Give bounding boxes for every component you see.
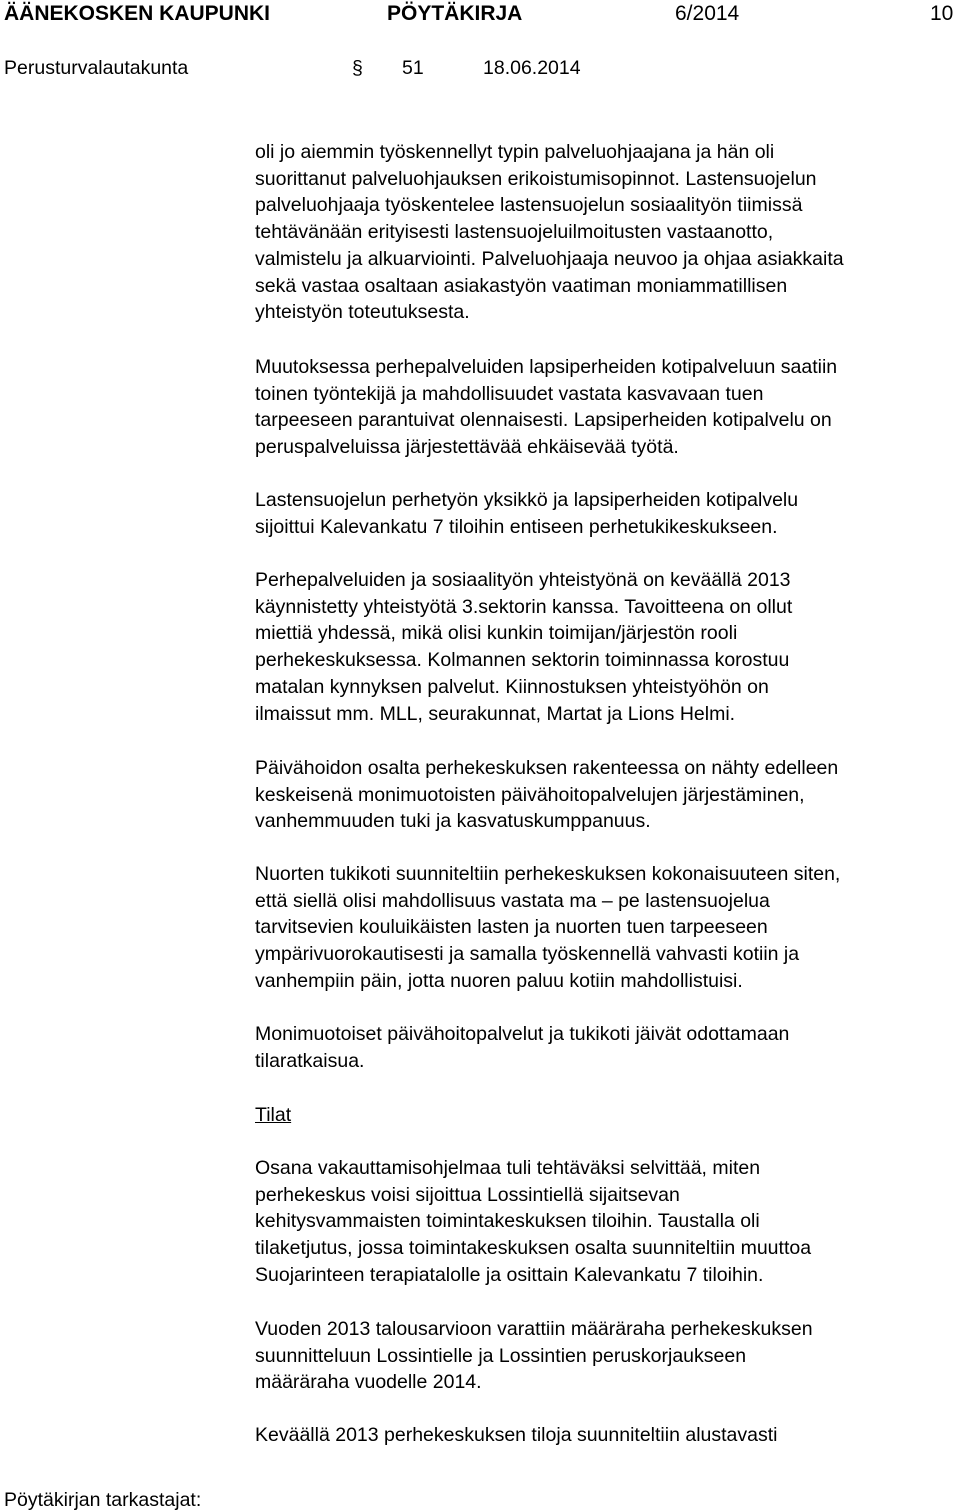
paragraph-1: [255, 139, 955, 326]
body-text-para-9: [255, 1316, 955, 1396]
body-text-para-10: [255, 1422, 955, 1449]
body-text-para-6: [255, 861, 955, 995]
text-line: suorittanut palveluohjauksen erikoistumisopinnot. Lastensuojelun: [255, 167, 817, 190]
text-line: matalan kynnyksen palvelut. Kiinnostuksen yhteistyöhön on: [255, 675, 769, 698]
text-line: palveluohjaaja työskentelee lastensuojelun sosiaalityön tiimissä: [255, 194, 803, 217]
text-line: Monimuotoiset päivähoitopalvelut ja tukikoti jäivät odottamaan: [255, 1023, 790, 1045]
text-line: ilmaissut mm. MLL, seurakunnat, Martat ja Lions Helmi.: [255, 702, 736, 725]
body-text-para-5: [255, 755, 955, 835]
text-line: Keväällä 2013 perhekeskuksen tiloja suunniteltiin alustavasti: [255, 1424, 778, 1446]
text-line: määräraha vuodelle 2014.: [255, 1371, 482, 1394]
paragraph-4: [255, 567, 955, 727]
text-line: keskeisenä monimuotoisten päivähoitopalvelujen järjestäminen,: [255, 783, 805, 806]
text-line: Vuoden 2013 talousarvioon varattiin määräraha perhekeskuksen: [255, 1318, 813, 1340]
text-line: Muutoksessa perhepalveluiden lapsiperheiden kotipalveluun saatiin: [255, 356, 838, 378]
text-line: miettiä yhdessä, mikä olisi kunkin toimijan/järjestön rooli: [255, 622, 738, 645]
page-number: 10: [930, 2, 954, 25]
meeting-date: 18.06.2014: [483, 57, 581, 79]
footer-reviewers-label: Pöytäkirjan tarkastajat:: [4, 1489, 202, 1511]
paragraph-3: [255, 487, 955, 540]
document-type: PÖYTÄKIRJA: [387, 2, 523, 25]
body-text-para-7: [255, 1021, 955, 1074]
text-line: valmistelu ja alkuarviointi. Palveluohjaaja neuvoo ja ohjaa asiakkaita: [255, 247, 844, 270]
board-name: Perusturvalautakunta: [4, 57, 189, 79]
subheading-tilat: Tilat: [255, 1104, 292, 1126]
section-subheading: [255, 1102, 955, 1129]
section-symbol: §: [352, 57, 363, 79]
text-line: tarpeeseen parantuivat olennaisesti. Lapsiperheiden kotipalvelu on: [255, 409, 832, 432]
text-line: tilaketjutus, jossa toimintakeskuksen osalta suunniteltiin muuttoa: [255, 1237, 812, 1260]
paragraph-6: [255, 861, 955, 995]
text-line: Päivähoidon osalta perhekeskuksen rakenteessa on nähty edelleen: [255, 757, 839, 779]
paragraph-8: [255, 1155, 955, 1289]
body-text-main: [255, 139, 955, 326]
text-line: Osana vakauttamisohjelmaa tuli tehtäväksi selvittää, miten: [255, 1157, 761, 1179]
body-text-para-8: [255, 1155, 955, 1289]
section-number: 51: [402, 57, 424, 79]
organization-name: ÄÄNEKOSKEN KAUPUNKI: [4, 2, 271, 25]
text-line: Suojarinteen terapiatalolle ja osittain Kalevankatu 7 tiloihin.: [255, 1263, 764, 1286]
text-line: kehitysvammaisten toimintakeskuksen tiloihin. Taustalla oli: [255, 1210, 760, 1233]
text-line: suunnitteluun Lossintielle ja Lossintien peruskorjaukseen: [255, 1344, 747, 1367]
paragraph-10: [255, 1422, 955, 1449]
text-line: peruspalveluissa järjestettävää ehkäisevää työtä.: [255, 436, 679, 459]
body-text-para-4: [255, 567, 955, 727]
body-text-para-2: [255, 354, 955, 461]
text-line: ympärivuorokautisesti ja samalla työskennellä vahvasti kotiin ja: [255, 943, 800, 966]
paragraph-2: [255, 354, 955, 461]
text-line: perhekeskuksessa. Kolmannen sektorin toiminnassa korostuu: [255, 649, 790, 672]
text-line: että siellä olisi mahdollisuus vastata ma – pe lastensuojelua: [255, 889, 770, 912]
text-line: yhteistyön toteutuksesta.: [255, 301, 470, 324]
document-number: 6/2014: [675, 2, 740, 25]
text-line: vanhemmuuden tuki ja kasvatuskumppanuus.: [255, 810, 651, 833]
text-line: toinen työntekijä ja mahdollisuudet vastata kasvavaan tuen: [255, 382, 764, 405]
paragraph-9: [255, 1316, 955, 1396]
text-line: vanhempiin päin, jotta nuoren paluu kotiin mahdollistuisi.: [255, 969, 743, 992]
text-line: tarvitsevien kouluikäisten lasten ja nuorten tuen tarpeeseen: [255, 916, 768, 939]
text-line: perhekeskus voisi sijoittua Lossintiellä sijaitsevan: [255, 1183, 680, 1206]
text-line: sijoittui Kalevankatu 7 tiloihin entiseen perhetukikeskukseen.: [255, 515, 778, 538]
paragraph-5: [255, 755, 955, 835]
text-line: käynnistetty yhteistyötä 3.sektorin kanssa. Tavoitteena on ollut: [255, 595, 793, 618]
text-line: Nuorten tukikoti suunniteltiin perhekeskuksen kokonaisuuteen siten,: [255, 863, 841, 885]
text-line: Lastensuojelun perhetyön yksikkö ja lapsiperheiden kotipalvelu: [255, 489, 799, 511]
text-line: oli jo aiemmin työskennellyt typin palveluohjaajana ja hän oli: [255, 141, 775, 163]
text-line: tilaratkaisua.: [255, 1049, 365, 1072]
text-line: Perhepalveluiden ja sosiaalityön yhteistyönä on keväällä 2013: [255, 569, 791, 591]
paragraph-7: [255, 1021, 955, 1074]
body-text-para-3: [255, 487, 955, 540]
text-line: tehtävänään erityisesti lastensuojeluilmoitusten vastaanotto,: [255, 221, 774, 244]
text-line: sekä vastaa osaltaan asiakastyön vaatiman moniammatillisen: [255, 274, 788, 297]
